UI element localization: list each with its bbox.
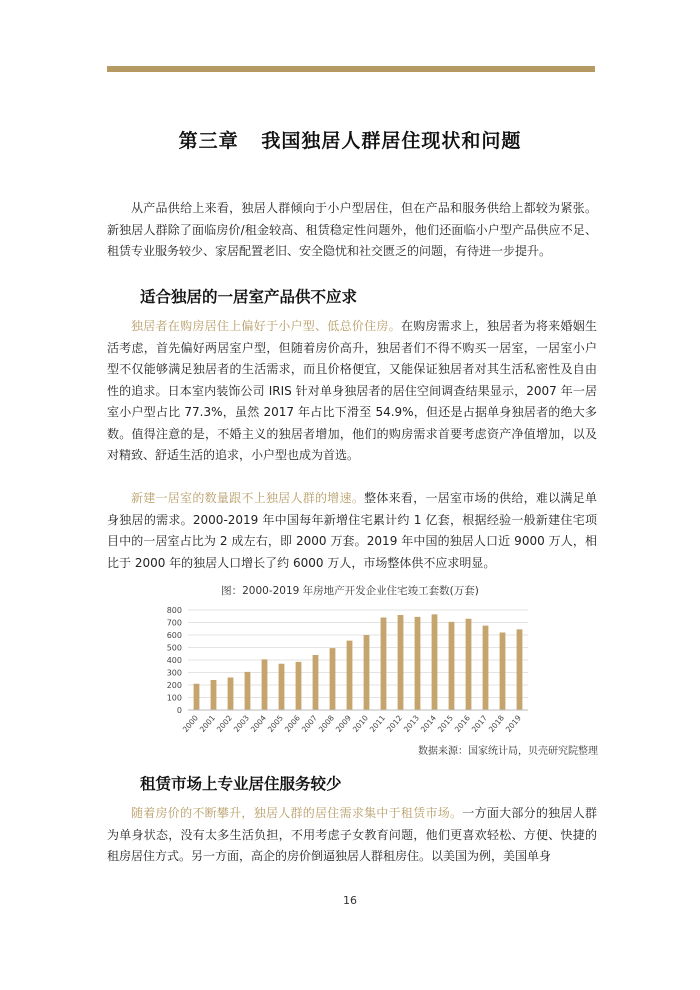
bar [194,684,200,710]
top-gold-rule [107,66,595,72]
x-tick-label: 2013 [401,713,422,734]
bar [347,641,353,710]
x-tick-label: 2008 [316,713,337,734]
bar [279,664,285,710]
y-tick-label: 600 [166,631,182,640]
bar [398,615,404,710]
y-tick-label: 500 [166,643,182,653]
bar [313,655,319,710]
chart-caption: 图：2000-2019 年房地产开发企业住宅竣工套数(万套) [221,585,479,597]
y-tick-label: 400 [166,656,182,665]
x-tick-label: 2000 [180,713,201,734]
x-tick-label: 2010 [350,713,371,734]
completed-housing-bar-chart [150,598,550,740]
y-tick-label: 700 [166,618,182,628]
bar [245,672,251,710]
x-tick-label: 2004 [248,713,269,734]
x-tick-label: 2001 [197,713,218,734]
bar [517,629,523,710]
x-tick-label: 2015 [435,713,456,734]
page-number: 16 [343,894,357,907]
bar [449,622,455,710]
x-tick-label: 2019 [503,713,524,734]
y-tick-label: 300 [166,668,182,678]
data-source-note: 数据来源：国家统计局，贝壳研究院整理 [418,746,598,757]
bar [296,662,302,710]
x-tick-label: 2018 [486,713,507,734]
bar [466,619,472,710]
section2-p1-body: 一方面大部分的独居人群为单身状态，没有太多生活负担，不用考虑子女教育问题，他们更喜欢轻松、方便、快捷的租房居住方式。另一方面，高企的房价倒逼独居人群租房住。以美国为例，美国单身 [107,806,597,863]
bar [381,618,387,711]
section2-p1-lead: 随着房价的不断攀升，独居人群的居住需求集中于租赁市场。 [131,806,463,820]
x-tick-label: 2005 [265,713,286,734]
x-tick-label: 2014 [418,713,439,734]
bar [228,678,234,711]
section1-p2-lead: 新建一居室的数量跟不上独居人群的增速。 [131,491,365,505]
section1-p2-body: 整体来看，一居室市场的供给，难以满足单身独居的需求。2000-2019 年中国每年新增住宅累计约 1 亿套，根据经验一般新建住宅项目中的一居室占比为 2 成左右，即 2000 万套。2019 年中国的独居人口近 9000 万人，相比于 2000 年的独居人口增长了约 6000 万人，市场整体供不应求明显。 [107,491,597,570]
bar [415,617,421,710]
x-tick-label: 2011 [367,713,388,734]
bar [262,659,268,710]
x-tick-label: 2017 [469,713,490,734]
y-tick-label: 0 [176,706,182,715]
x-tick-label: 2003 [231,713,252,734]
section1-p1-body: 在购房需求上，独居者为将来婚姻生活考虑，首先偏好两居室户型，但随着房价高升，独居者们不得不购买一居室，一居室小户型不仅能够满足独居者的生活需求，而且价格便宜，又能保证独居者对其生活私密性及自由性的追求。日本室内装饰公司 IRIS 针对单身独居者的居住空间调查结果显示，2007 年一居室小户型占比 77.3%，虽然 2017 年占比下滑至 54.9%，但还是占据单身独居者的绝大多数。值得注意的是，不婚主义的独居者增加，他们的购房需求首要考虑资产净值增加，以及对精致、舒适生活的追求，小户型也成为首选。 [107,319,597,462]
bar [500,633,506,711]
section1-paragraph-1 [107,316,597,467]
bar [432,614,438,710]
bar [330,648,336,710]
y-tick-label: 100 [166,693,182,703]
intro-paragraph: 从产品供给上来看，独居人群倾向于小户型居住，但在产品和服务供给上都较为紧张。新独居人群除了面临房价/租金较高、租赁稳定性问题外，他们还面临小户型产品供应不足、租赁专业服务较少、家居配置老旧、安全隐忧和社交匮乏的问题，有待进一步提升。 [107,201,597,258]
bar [483,626,489,710]
bar [364,635,370,710]
x-tick-label: 2009 [333,713,354,734]
section1-p1-lead: 独居者在购房居住上偏好于小户型、低总价住房。 [131,319,401,333]
section-title-rental-services: 租赁市场上专业居住服务较少 [140,775,342,793]
x-tick-label: 2007 [299,713,320,734]
x-tick-label: 2002 [214,713,235,734]
chapter-title: 第三章 我国独居人群居住现状和问题 [178,130,522,152]
section2-paragraph-1 [107,803,597,868]
bar [211,680,217,710]
y-tick-label: 200 [166,681,182,690]
x-tick-label: 2016 [452,713,473,734]
y-tick-label: 800 [166,606,182,615]
x-tick-label: 2006 [282,713,303,734]
section1-paragraph-2 [107,488,597,574]
x-tick-label: 2012 [384,713,405,734]
section-title-one-bedroom: 适合独居的一居室产品供不应求 [140,288,358,306]
